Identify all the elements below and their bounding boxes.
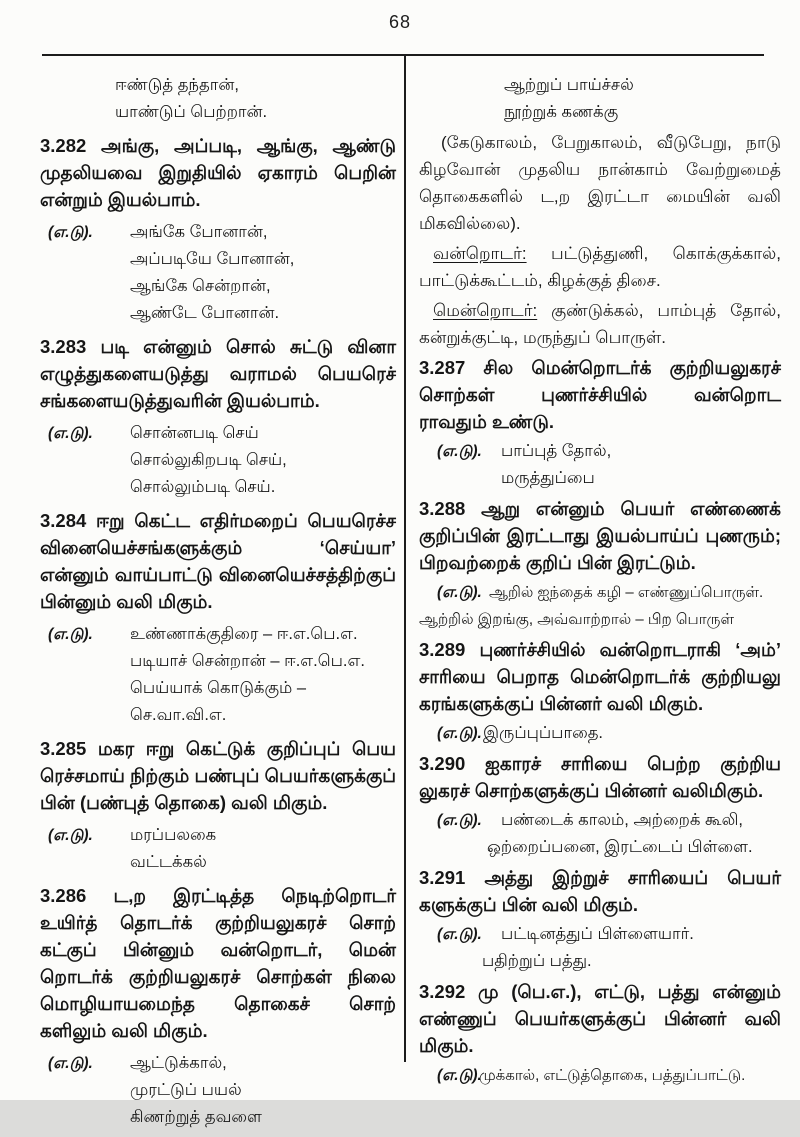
edu-example-row <box>419 438 781 465</box>
edu-example: இருப்புப்பாதை. <box>483 724 604 742</box>
rule-line: 3.282 அங்கு, அப்படி, ஆங்கு, ஆண்டு <box>40 135 396 156</box>
example-group <box>419 438 781 492</box>
example-line: ஈண்டுத் தந்தான், <box>115 76 239 94</box>
edu-example-row <box>419 579 781 606</box>
edu-example: படியாச் சென்றான் – ஈ.எ.பெ.எ. <box>130 652 365 670</box>
edu-example: பெய்யாக் கொடுக்கும் – செ.வா.வி.எ. <box>130 679 307 724</box>
edu-example-row <box>40 822 396 849</box>
rule-line: குறிப்பின் இரட்டாது இயல்பாய்ப் புணரும்; <box>419 525 781 546</box>
term-line <box>419 240 781 267</box>
rule-line: பின் (பண்புத் தொகை) வலி மிகும். <box>40 792 328 813</box>
note-line: மிகவில்லை). <box>419 214 521 233</box>
rule-line: சொற்கள் புணர்ச்சியில் வன்றொட <box>419 384 781 405</box>
edu-example: மருத்துப்பை <box>501 469 595 487</box>
left-column <box>40 72 396 1137</box>
example-group <box>419 807 781 861</box>
edu-example: மரப்பலகை <box>130 826 217 844</box>
term-paragraph <box>419 240 781 294</box>
rule-line: லுகரச் சொற்களுக்குப் பின்னர் வலிமிகும். <box>419 780 764 801</box>
rule-paragraph <box>40 507 396 615</box>
example-line: ஆற்றுப் பாய்ச்சல் <box>504 76 634 94</box>
rule-paragraph <box>419 864 781 918</box>
example-group <box>40 219 396 327</box>
rule-line: 3.286 ட,ற இரட்டித்த நெடிற்றொடர் <box>40 885 396 906</box>
note-paragraph <box>419 129 781 237</box>
rule-line: களிலும் வலி மிகும். <box>40 1020 208 1041</box>
rule-line: கரங்களுக்குப் பின்னர் வலி மிகும். <box>419 693 704 714</box>
edu-example: ஒற்றைப்பனை, இரட்டைப் பிள்ளை. <box>487 838 753 856</box>
right-column <box>419 72 781 1092</box>
note-line: கிழவோன் முதலிய நான்காம் வேற்றுமைத் <box>419 160 781 179</box>
edu-example: ஆண்டே போனான். <box>130 304 280 322</box>
edu-example: பதிற்றுப் பத்து. <box>482 952 592 970</box>
rule-line: என்னும் வாய்பாட்டு வினையெச்சத்திற்குப் <box>40 564 396 585</box>
edu-example: கிணற்றுத் தவளை <box>130 1108 262 1126</box>
note-line: (கேடுகாலம், பேறுகாலம், வீடுபேறு, நாடு <box>441 133 781 152</box>
example-group <box>419 720 781 747</box>
edu-example: அப்படியே போனான், <box>130 250 295 268</box>
edu-example-row <box>40 420 396 447</box>
rule-paragraph <box>419 495 781 576</box>
edu-example-row <box>419 1062 781 1089</box>
edu-label: (எ.டு). <box>437 725 482 742</box>
edu-example: பண்டைக் காலம், அற்றைக் கூலி, <box>501 811 743 829</box>
rule-line: 3.287 சில மென்றொடர்க் குற்றியலுகரச் <box>419 357 781 378</box>
rule-paragraph <box>419 636 781 717</box>
edu-label: (எ.டு). <box>48 224 93 241</box>
edu-label: (எ.டு). <box>437 584 482 601</box>
rule-line: ராவதும் உண்டு. <box>419 411 554 432</box>
example-group <box>40 621 396 729</box>
rule-line: கட்குப் பின்னும் வன்றொடர், மென் <box>40 939 396 960</box>
rule-line: 3.285 மகர ஈறு கெட்டுக் குறிப்புப் பெய <box>40 738 396 759</box>
rule-line: மிகும். <box>419 1035 474 1056</box>
rule-paragraph <box>419 750 781 804</box>
edu-example: ஆறில் ஐந்தைக் கழி – எண்ணுப்பொருள். <box>489 584 764 601</box>
example-group <box>419 1062 781 1089</box>
edu-label: (எ.டு). <box>437 443 482 460</box>
rule-line: எழுத்துகளையடுத்து வராமல் பெயரெச் <box>40 363 396 384</box>
example-group <box>40 822 396 876</box>
edu-example-row <box>40 621 396 648</box>
rule-paragraph <box>419 978 781 1059</box>
term-text: குண்டுக்கல், பாம்புத் தோல், <box>537 301 781 320</box>
edu-example: முரட்டுப் பயல் <box>130 1081 242 1099</box>
term-paragraph <box>419 297 781 351</box>
example-group <box>419 579 781 633</box>
rule-line: உயிர்த் தொடர்க் குற்றியலுகரச் சொற் <box>40 912 396 933</box>
rule-line: மொழியாயமைந்த தொகைச் சொற் <box>40 993 396 1014</box>
edu-example: சொன்னபடி செய் <box>130 424 259 442</box>
edu-example-row <box>40 1050 396 1077</box>
example-line: யாண்டுப் பெற்றான். <box>115 103 268 121</box>
header-rule <box>42 54 764 56</box>
rule-paragraph <box>419 354 781 435</box>
edu-label: (எ.டு). <box>437 926 482 943</box>
rule-paragraph <box>40 333 396 414</box>
edu-example: முக்கால், எட்டுத்தொகை, பத்துப்பாட்டு. <box>479 1067 746 1084</box>
rule-line: 3.283 படி என்னும் சொல் சுட்டு வினா <box>40 336 396 357</box>
term-continuation-line: பாட்டுக்கூட்டம், கிழக்குத் திசை. <box>419 271 661 290</box>
term-text: பட்டுத்துணி, கொக்குக்கால், <box>526 244 781 263</box>
term-continuation-line: கன்றுக்குட்டி, மருந்துப் பொருள். <box>419 328 666 347</box>
edu-label: (எ.டு). <box>48 827 93 844</box>
edu-example: ஆங்கே சென்றான், <box>130 277 271 295</box>
example-group <box>40 420 396 501</box>
note-line: தொகைகளில் ட,ற இரட்டா மையின் வலி <box>419 187 781 206</box>
edu-example: பாப்புத் தோல், <box>501 442 612 460</box>
rule-line: எண்ணுப் பெயர்களுக்குப் பின்னர் வலி <box>419 1008 781 1029</box>
edu-example-row <box>419 807 781 834</box>
rule-line: வினையெச்சங்களுக்கும் ‘செய்யா’ <box>40 537 396 558</box>
edu-example: சொல்லும்படி செய். <box>130 478 276 496</box>
edu-example: சொல்லுகிறபடி செய், <box>130 451 287 469</box>
rule-line: பிறவற்றைக் குறிப் பின் இரட்டும். <box>419 552 696 573</box>
term-line <box>419 297 781 324</box>
term-label: வன்றொடர்: <box>433 244 527 263</box>
rule-paragraph <box>40 735 396 816</box>
rule-line: 3.289 புணர்ச்சியில் வன்றொடராகி ‘அம்’ <box>419 639 781 660</box>
edu-example: வட்டக்கல் <box>130 853 207 871</box>
column-divider <box>404 56 406 1062</box>
edu-label: (எ.டு). <box>48 425 93 442</box>
edu-example: அங்கே போனான், <box>130 223 268 241</box>
rule-line: றொடர்க் குற்றியலுகரச் சொற்கள் நிலை <box>40 966 396 987</box>
page-number: 68 <box>388 12 412 32</box>
example-group <box>40 1050 396 1131</box>
edu-example-row <box>40 219 396 246</box>
edu-label: (எ.டு). <box>48 626 93 643</box>
rule-paragraph <box>40 882 396 1044</box>
rule-line: 3.291 அத்து இற்றுச் சாரியைப் பெயர் <box>419 867 781 888</box>
rule-line: என்றும் இயல்பாம். <box>40 189 201 210</box>
rule-line: 3.290 ஐகாரச் சாரியை பெற்ற குற்றிய <box>419 753 781 774</box>
example-lines <box>40 72 396 126</box>
edu-example: உண்ணாக்குதிரை – ஈ.எ.பெ.எ. <box>130 625 358 643</box>
edu-example-row <box>419 921 781 948</box>
rule-line: 3.288 ஆறு என்னும் பெயர் எண்ணைக் <box>419 498 781 519</box>
rule-line: பின்னும் வலி மிகும். <box>40 591 213 612</box>
rule-line: 3.284 ஈறு கெட்ட எதிர்மறைப் பெயரெச்ச <box>40 510 396 531</box>
rule-line: முதலியவை இறுதியில் ஏகாரம் பெறின் <box>40 162 396 183</box>
rule-line: சாரியை பெறாத மென்றொடர்க் குற்றியலு <box>419 666 781 687</box>
rule-line: சங்களையடுத்துவரின் இயல்பாம். <box>40 390 320 411</box>
example-line: நூற்றுக் கணக்கு <box>504 103 619 121</box>
edu-example-row <box>419 720 781 747</box>
edu-label: (எ.டு). <box>437 1067 482 1084</box>
edu-example: பட்டினத்துப் பிள்ளையார். <box>501 925 694 943</box>
edu-example: ஆற்றில் இறங்கு, அவ்வாற்றால் – பிற பொருள் <box>419 611 734 628</box>
example-group <box>419 921 781 975</box>
rule-line: ரெச்சமாய் நிற்கும் பண்புப் பெயர்களுக்குப் <box>40 765 396 786</box>
edu-label: (எ.டு). <box>437 812 482 829</box>
rule-line: 3.292 மு (பெ.எ.), எட்டு, பத்து என்னும் <box>419 981 781 1002</box>
edu-example: ஆட்டுக்கால், <box>130 1054 227 1072</box>
example-lines <box>419 72 781 126</box>
rule-paragraph <box>40 132 396 213</box>
rule-line: களுக்குப் பின் வலி மிகும். <box>419 894 638 915</box>
term-label: மென்றொடர்: <box>433 301 538 320</box>
edu-label: (எ.டு). <box>48 1055 93 1072</box>
